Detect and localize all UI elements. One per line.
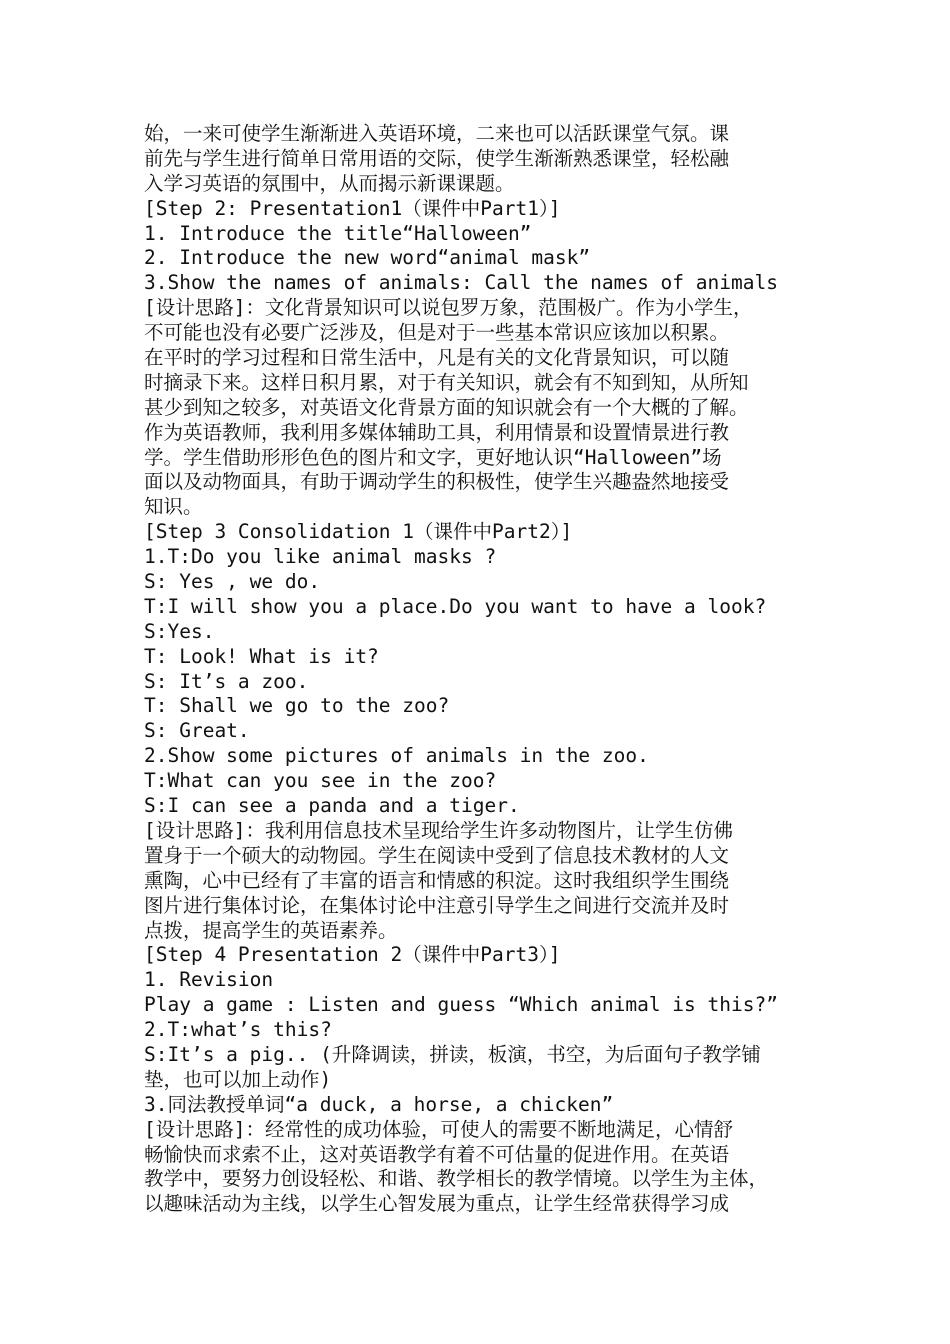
text-line-33: 点拨，提高学生的英语素养。 [144, 918, 398, 942]
step4-heading: [Step 4 Presentation 2（课件中Part3）] [144, 943, 561, 967]
text-line-38: S:It’s a pig.. (升降调读，拼读，板演，书空，为后面句子教学铺 [144, 1042, 761, 1066]
step2-heading: [Step 2: Presentation1（课件中Part1）] [144, 196, 561, 220]
text-line-25: S: Great. [144, 719, 250, 743]
text-line-40: 3.同法教授单词“a duck, a horse, a chicken” [144, 1092, 614, 1116]
text-line-39: 垫，也可以加上动作) [144, 1067, 332, 1091]
text-line-30: 置身于一个硕大的动物园。学生在阅读中受到了信息技术教材的人文 [144, 843, 730, 867]
design-note-3: [设计思路]：经常性的成功体验，可使人的需要不断地满足，心情舒 [144, 1117, 733, 1141]
step3-heading: [Step 3 Consolidation 1（课件中Part2）] [144, 520, 573, 544]
text-line-16: 知识。 [144, 495, 203, 519]
text-line-18: 1.T:Do you like animal masks ? [144, 545, 497, 569]
text-line-26: 2.Show some pictures of animals in the zoo. [144, 744, 649, 768]
text-line-19: S: Yes , we do. [144, 570, 321, 594]
text-line-11: 时摘录下来。这样日积月累，对于有关知识，就会有不知到知，从所知 [144, 370, 749, 394]
text-line-27: T:What can you see in the zoo? [144, 769, 497, 793]
design-note-1: [设计思路]：文化背景知识可以说包罗万象，范围极广。作为小学生， [144, 296, 753, 320]
text-line-24: T: Shall we go to the zoo? [144, 694, 450, 718]
text-line-14: 学。学生借助形形色色的图片和文字，更好地认识“Halloween”场 [144, 445, 722, 469]
text-line-31: 熏陶，心中已经有了丰富的语言和情感的积淀。这时我组织学生围绕 [144, 868, 730, 892]
text-line-36: Play a game : Listen and guess “Which animal is this?” [144, 993, 778, 1017]
text-line-2: 前先与学生进行简单日常用语的交际，使学生渐渐熟悉课堂，轻松融 [144, 146, 730, 170]
text-line-23: S: It’s a zoo. [144, 669, 309, 693]
text-line-42: 畅愉快而求索不止，这对英语教学有着不可估量的促进作用。在英语 [144, 1142, 730, 1166]
text-line-44: 以趣味活动为主线，以学生心智发展为重点，让学生经常获得学习成 [144, 1192, 730, 1216]
text-line-9: 不可能也没有必要广泛涉及，但是对于一些基本常识应该加以积累。 [144, 321, 730, 345]
text-line-12: 甚少到知之较多，对英语文化背景方面的知识就会有一个大概的了解。 [144, 395, 749, 419]
text-line-10: 在平时的学习过程和日常生活中，凡是有关的文化背景知识，可以随 [144, 346, 730, 370]
text-line-15: 面以及动物面具，有助于调动学生的积极性，使学生兴趣盎然地接受 [144, 470, 730, 494]
text-line-35: 1. Revision [144, 968, 274, 992]
document-page [144, 122, 814, 1217]
text-line-3: 入学习英语的氛围中，从而揭示新课课题。 [144, 171, 515, 195]
text-line-13: 作为英语教师，我利用多媒体辅助工具，利用情景和设置情景进行教 [144, 420, 730, 444]
text-line-20: T:I will show you a place.Do you want to have a look? [144, 594, 767, 618]
text-line-43: 教学中，要努力创设轻松、和谐、教学相长的教学情境。以学生为主体， [144, 1167, 769, 1191]
design-note-2: [设计思路]：我利用信息技术呈现给学生许多动物图片，让学生仿佛 [144, 818, 733, 842]
text-line-21: S:Yes. [144, 619, 215, 643]
text-line-6: 2. Introduce the new word“animal mask” [144, 246, 591, 270]
text-line-32: 图片进行集体讨论，在集体讨论中注意引导学生之间进行交流并及时 [144, 893, 730, 917]
text-line-28: S:I can see a panda and a tiger. [144, 794, 520, 818]
text-line-37: 2.T:what’s this? [144, 1018, 332, 1042]
text-line-5: 1. Introduce the title“Halloween” [144, 221, 532, 245]
text-line-22: T: Look! What is it? [144, 644, 379, 668]
text-line-7: 3.Show the names of animals: Call the names of animals [144, 271, 778, 295]
text-line-1: 始，一来可使学生渐渐进入英语环境，二来也可以活跃课堂气氛。课 [144, 122, 730, 145]
